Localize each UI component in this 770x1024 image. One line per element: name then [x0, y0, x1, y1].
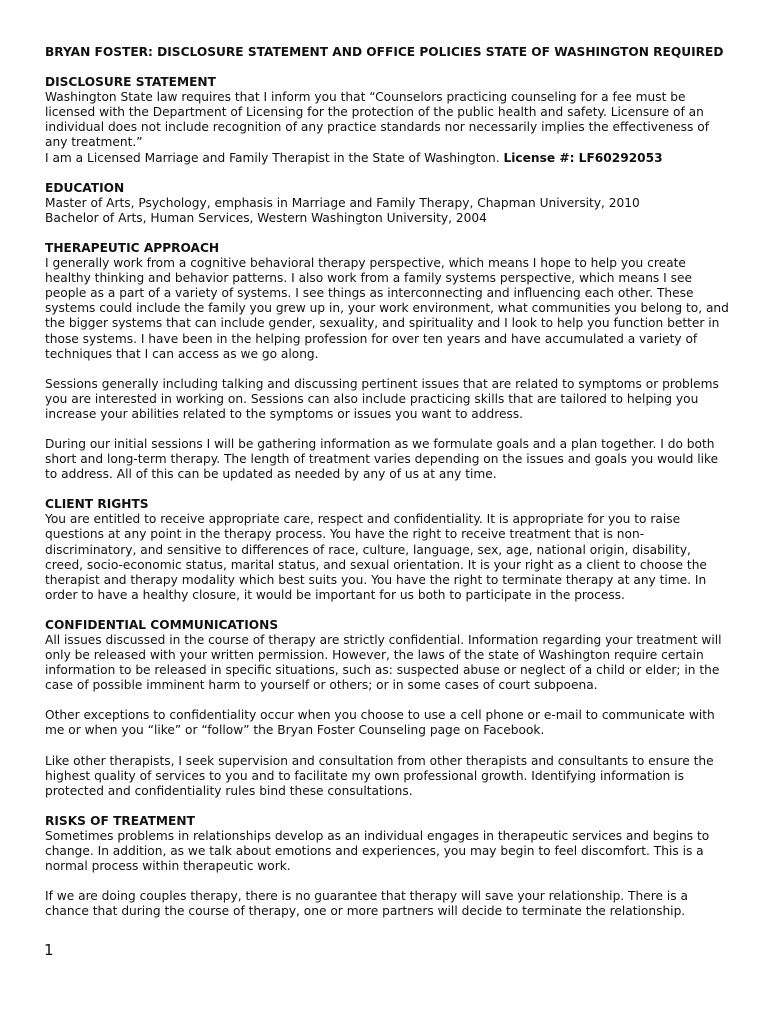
- license-number: License #: LF60292053: [503, 150, 663, 165]
- license-statement: I am a Licensed Marriage and Family Therapist in the State of Washington.: [45, 150, 504, 165]
- client-rights-paragraph: You are entitled to receive appropriate care, respect and confidentiality. It is appropriate for you to raise questions at any point in the therapy process. You have the right to receive treatment that is non-discriminatory, and sensitive to differences of race, culture, language, sex, age, national origin, disability, creed, socio-economic status, marital status, and sexual orientation. It is your right as a client to choose the therapist and therapy modality which best suits you. You have the right to terminate therapy at any time. In order to have a healthy closure, it would be important for us both to participate in the process.: [45, 512, 707, 602]
- education-line-bachelors: Bachelor of Arts, Human Services, Western Washington University, 2004: [45, 210, 487, 225]
- disclosure-paragraph: Washington State law requires that I inform you that “Counselors practicing counseling for a fee must be licensed with the Department of Licensing for the protection of the public health and safety. Licensure of an individual does not include recognition of any practice standards nor necessarily implies the effectiveness of any treatment.”: [45, 90, 709, 150]
- risks-paragraph-2: If we are doing couples therapy, there is no guarantee that therapy will save your relationship. There is a chance that during the course of therapy, one or more partners will decide to terminate the relationship.: [45, 889, 688, 919]
- section-approach: [45, 241, 730, 482]
- section-education: [45, 181, 730, 226]
- risks-paragraph-1: Sometimes problems in relationships develop as an individual engages in therapeutic services and begins to change. In addition, as we talk about emotions and experiences, you may begin to feel discomfort. This is a normal process within therapeutic work.: [45, 828, 710, 874]
- section-heading-confidential: CONFIDENTIAL COMMUNICATIONS: [45, 617, 279, 632]
- document-title: BRYAN FOSTER: DISCLOSURE STATEMENT AND OFFICE POLICIES STATE OF WASHINGTON REQUIRED: [45, 45, 724, 59]
- license-paragraph: [45, 151, 730, 166]
- approach-paragraph-1: I generally work from a cognitive behavioral therapy perspective, which means I hope to help you create healthy thinking and behavior patterns. I also work from a family systems perspective, which means I see people as a part of a variety of systems. I see things as interconnecting and influencing each other. These systems could include the family you grew up in, your work environment, what communities you belong to, and the bigger systems that can include gender, sexuality, and spirituality and I look to help you function better in those systems. I have been in the helping profession for over ten years and have accumulated a variety of techniques that I can access as we go along.: [45, 256, 729, 361]
- section-heading-education: EDUCATION: [45, 180, 125, 195]
- approach-paragraph-3: During our initial sessions I will be gathering information as we formulate goals and a plan together. I do both short and long-term therapy. The length of treatment varies depending on the issues and goals you would like to address. All of this can be updated as needed by any of us at any time.: [45, 436, 719, 482]
- document-page: [45, 45, 730, 934]
- education-line-masters: Master of Arts, Psychology, emphasis in Marriage and Family Therapy, Chapman University, 2010: [45, 195, 640, 210]
- page-number: 1: [44, 941, 54, 959]
- section-heading-risks: RISKS OF TREATMENT: [45, 813, 195, 828]
- confidential-paragraph-2: Other exceptions to confidentiality occur when you choose to use a cell phone or e-mail to communicate with me or when you “like” or “follow” the Bryan Foster Counseling page on Facebook.: [45, 708, 715, 738]
- confidential-paragraph-1: All issues discussed in the course of therapy are strictly confidential. Information regarding your treatment will only be released with your written permission. However, the laws of the state of Washington require certain information to be released in specific situations, such as: suspected abuse or neglect of a child or elder; in the case of possible imminent harm to yourself or others; or in some cases of court subpoena.: [45, 633, 722, 693]
- confidential-paragraph-3: Like other therapists, I seek supervision and consultation from other therapists and consultants to ensure the highest quality of services to you and to facilitate my own professional growth. Identifying information is protected and confidentiality rules bind these consultations.: [45, 753, 714, 798]
- approach-paragraph-2: Sessions generally including talking and discussing pertinent issues that are related to symptoms or problems you are interested in working on. Sessions can also include practicing skills that are tailored to helping you increase your abilities related to the symptoms or issues you want to address.: [45, 376, 719, 421]
- section-confidential: [45, 618, 730, 799]
- section-disclosure: [45, 75, 730, 166]
- section-heading-approach: THERAPEUTIC APPROACH: [45, 240, 220, 255]
- section-heading-disclosure: DISCLOSURE STATEMENT: [45, 75, 216, 90]
- section-client-rights: [45, 497, 730, 603]
- section-heading-client-rights: CLIENT RIGHTS: [45, 497, 149, 512]
- section-risks: [45, 814, 730, 920]
